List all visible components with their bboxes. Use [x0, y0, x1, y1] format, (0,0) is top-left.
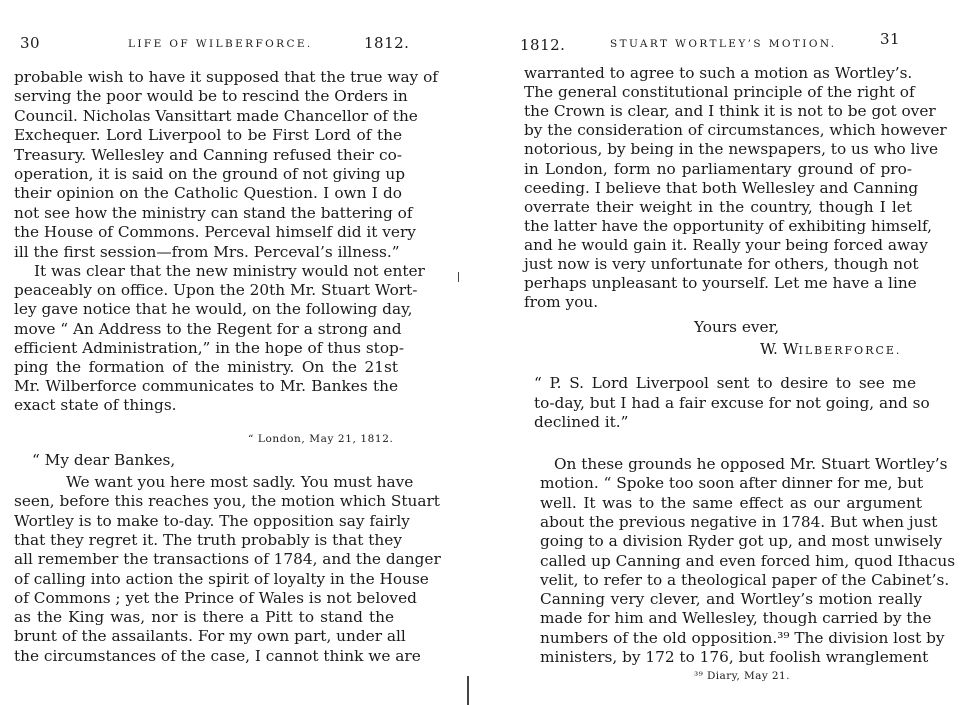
text-line: probable wish to have it supposed that the true way of [14, 68, 438, 86]
text-line: made for him and Wellesley, though carried by the [540, 609, 932, 628]
text-line: warranted to agree to such a motion as Wortley’s. [524, 64, 913, 82]
text-line: ping the formation of the ministry. On the 21st [14, 358, 398, 376]
text-line: the latter have the opportunity of exhibiting himself, [524, 216, 933, 235]
text-line: not see how the ministry can stand the battering of [14, 203, 413, 222]
text-line: “ P. S. Lord Liverpool sent to desire to see me [534, 374, 916, 392]
text-line: brunt of the assailants. For my own part, under all [14, 627, 406, 646]
text-line: velit, to refer to a theological paper of the Cabinet’s. [540, 570, 950, 589]
letter-closing: Yours ever, [694, 318, 780, 336]
page-number: 30 [20, 34, 41, 52]
header-year: 1812. [364, 34, 410, 52]
text-line: Wortley is to make to-day. The opposition say fairly [14, 511, 410, 530]
signature-initial: W. W [760, 340, 799, 358]
right-page [470, 0, 980, 705]
text-line: operation, it is said on the ground of not giving up [14, 165, 406, 183]
text-line: Council. Nicholas Vansittart made Chancellor of the [14, 106, 418, 125]
running-title: STUART WORTLEY’S MOTION. [610, 38, 837, 50]
text-line: from you. [524, 293, 599, 312]
header-year: 1812. [520, 36, 566, 54]
text-line: that they regret it. The truth probably is that they [14, 530, 402, 549]
text-line: On these grounds he opposed Mr. Stuart Wortley’s [554, 455, 948, 473]
text-line: numbers of the old opposition.³⁹ The division lost by [540, 628, 945, 647]
text-line: their opinion on the Catholic Question. I own I do [14, 184, 402, 203]
text-line: overrate their weight in the country, though I let [524, 197, 912, 216]
text-line: The general constitutional principle of the right of [524, 83, 915, 102]
text-line: all remember the transactions of 1784, and the danger [14, 550, 441, 569]
text-line: Mr. Wilberforce communicates to Mr. Bankes the [14, 377, 398, 396]
text-line: move “ An Address to the Regent for a strong and [14, 319, 402, 338]
text-line: going to a division Ryder got up, and most unwisely [540, 532, 943, 551]
text-line: in London, form no parliamentary ground of pro- [524, 159, 912, 178]
gutter-mark [458, 272, 459, 282]
text-line: serving the poor would be to rescind the Orders in [14, 87, 408, 106]
text-line: and he would gain it. Really your being forced away [524, 235, 928, 254]
text-line: seen, before this reaches you, the motion which Stuart [14, 492, 440, 511]
text-line: of calling into action the spirit of loyalty in the House [14, 569, 429, 588]
text-line: the Crown is clear, and I think it is not to be got over [524, 102, 936, 121]
text-line: exact state of things. [14, 396, 177, 415]
text-line: called up Canning and even forced him, quod Ithacus [540, 551, 956, 570]
text-line: peaceably on office. Upon the 20th Mr. Stuart Wort- [14, 281, 418, 300]
text-line: just now is very unfortunate for others, though not [524, 255, 919, 273]
text-line: efficient Administration,” in the hope of thus stop- [14, 338, 404, 357]
text-line: ill the first session—from Mrs. Perceval’s illness.” [14, 242, 400, 261]
text-line: We want you here most sadly. You must have [66, 473, 414, 491]
text-line: as the King was, nor is there a Pitt to stand the [14, 608, 394, 627]
text-line: perhaps unpleasant to yourself. Let me have a line [524, 274, 917, 293]
signature [760, 340, 901, 358]
text-line: of Commons ; yet the Prince of Wales is not beloved [14, 588, 417, 607]
text-line: Treasury. Wellesley and Canning refused their co- [14, 145, 402, 164]
text-line: ceeding. I believe that both Wellesley and Canning [524, 178, 919, 197]
gutter-mark [467, 676, 469, 705]
text-line: to-day, but I had a fair excuse for not going, and so [534, 393, 930, 412]
running-title: LIFE OF WILBERFORCE. [128, 38, 313, 50]
footnote: ³⁹ Diary, May 21. [694, 670, 790, 682]
text-line: the circumstances of the case, I cannot think we are [14, 646, 421, 665]
text-line: by the consideration of circumstances, which however [524, 121, 947, 140]
letter-dateline: “ London, May 21, 1812. [248, 433, 394, 445]
text-line: Exchequer. Lord Liverpool to be First Lord of the [14, 126, 402, 145]
letter-salutation: “ My dear Bankes, [32, 451, 176, 469]
text-line: well. It was to the same effect as our argument [540, 493, 922, 512]
text-line: the House of Commons. Perceval himself did it very [14, 223, 416, 242]
text-line: notorious, by being in the newspapers, to us who live [524, 140, 939, 159]
text-line: ley gave notice that he would, on the following day, [14, 300, 413, 319]
text-line: It was clear that the new ministry would not enter [34, 262, 425, 280]
left-page [0, 0, 470, 705]
text-line: declined it.” [534, 413, 629, 432]
text-line: ministers, by 172 to 176, but foolish wranglement [540, 648, 929, 666]
text-line: motion. “ Spoke too soon after dinner for me, but [540, 474, 924, 493]
text-line: Canning very clever, and Wortley’s motion really [540, 590, 922, 609]
text-line: about the previous negative in 1784. But when just [540, 512, 938, 531]
page-number: 31 [880, 30, 901, 48]
signature-rest: ILBERFORCE. [798, 344, 902, 357]
